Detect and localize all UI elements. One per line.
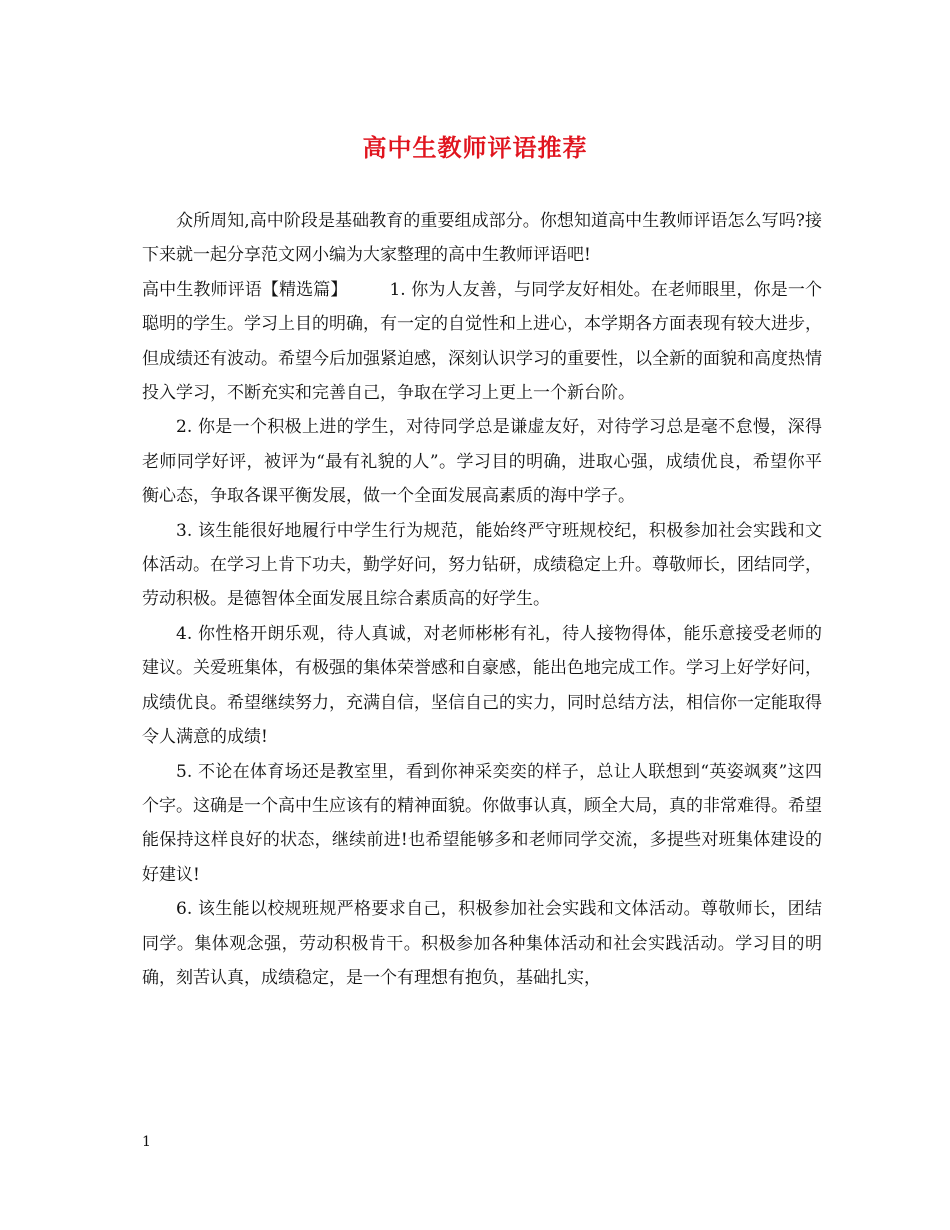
- intro-paragraph: 众所周知,高中阶段是基础教育的重要组成部分。你想知道高中生教师评语怎么写吗?接下来就一起分享范文网小编为大家整理的高中生教师评语吧!: [142, 211, 822, 266]
- comment-item: 2. 你是一个积极上进的学生，对待同学总是谦虚友好，对待学习总是毫不怠慢，深得老师同学好评，被评为“最有礼貌的人”。学习目的明确，进取心强，成绩优良，希望你平衡心态，争取各课平衡发展，做一个全面发展高素质的海中学子。: [142, 417, 822, 507]
- section-heading: 高中生教师评语【精选篇】: [142, 279, 348, 300]
- page-title: 高中生教师评语推荐: [362, 133, 588, 162]
- document-body: [142, 204, 822, 995]
- comment-item: 4. 你性格开朗乐观，待人真诚，对老师彬彬有礼，待人接物得体，能乐意接受老师的建议。关爱班集体，有极强的集体荣誉感和自豪感，能出色地完成工作。学习上好学好问，成绩优良。希望继续努力，充满自信，坚信自己的实力，同时总结方法，相信你一定能取得令人满意的成绩!: [142, 623, 822, 748]
- comment-item: 6. 该生能以校规班规严格要求自己，积极参加社会实践和文体活动。尊敬师长，团结同学。集体观念强，劳动积极肯干。积极参加各种集体活动和社会实践活动。学习目的明确，刻苦认真，成绩稳定，是一个有理想有抱负，基础扎实，: [142, 899, 822, 988]
- comment-item: 3. 该生能很好地履行中学生行为规范，能始终严守班规校纪，积极参加社会实践和文体活动。在学习上肯下功夫，勤学好问，努力钻研，成绩稳定上升。尊敬师长，团结同学，劳动积极。是德智体全面发展且综合素质高的好学生。: [142, 520, 822, 610]
- page-number: 1: [142, 1134, 151, 1150]
- comment-item: 5. 不论在体育场还是教室里，看到你神采奕奕的样子，总让人联想到“英姿飒爽”这四个字。这确是一个高中生应该有的精神面貌。你做事认真，顾全大局，真的非常难得。希望能保持这样良好的状态，继续前进!也希望能够多和老师同学交流，多提些对班集体建设的好建议!: [142, 761, 822, 885]
- comment-item: 1. 你为人友善，与同学友好相处。在老师眼里，你是一个聪明的学生。学习上目的明确，有一定的自觉性和上进心，本学期各方面表现有较大进步，但成绩还有波动。希望今后加强紧迫感，深刻认识学习的重要性，以全新的面貌和高度热情投入学习，不断充实和完善自己，争取在学习上更上一个新台阶。: [142, 279, 823, 404]
- section-first-paragraph: [142, 273, 822, 411]
